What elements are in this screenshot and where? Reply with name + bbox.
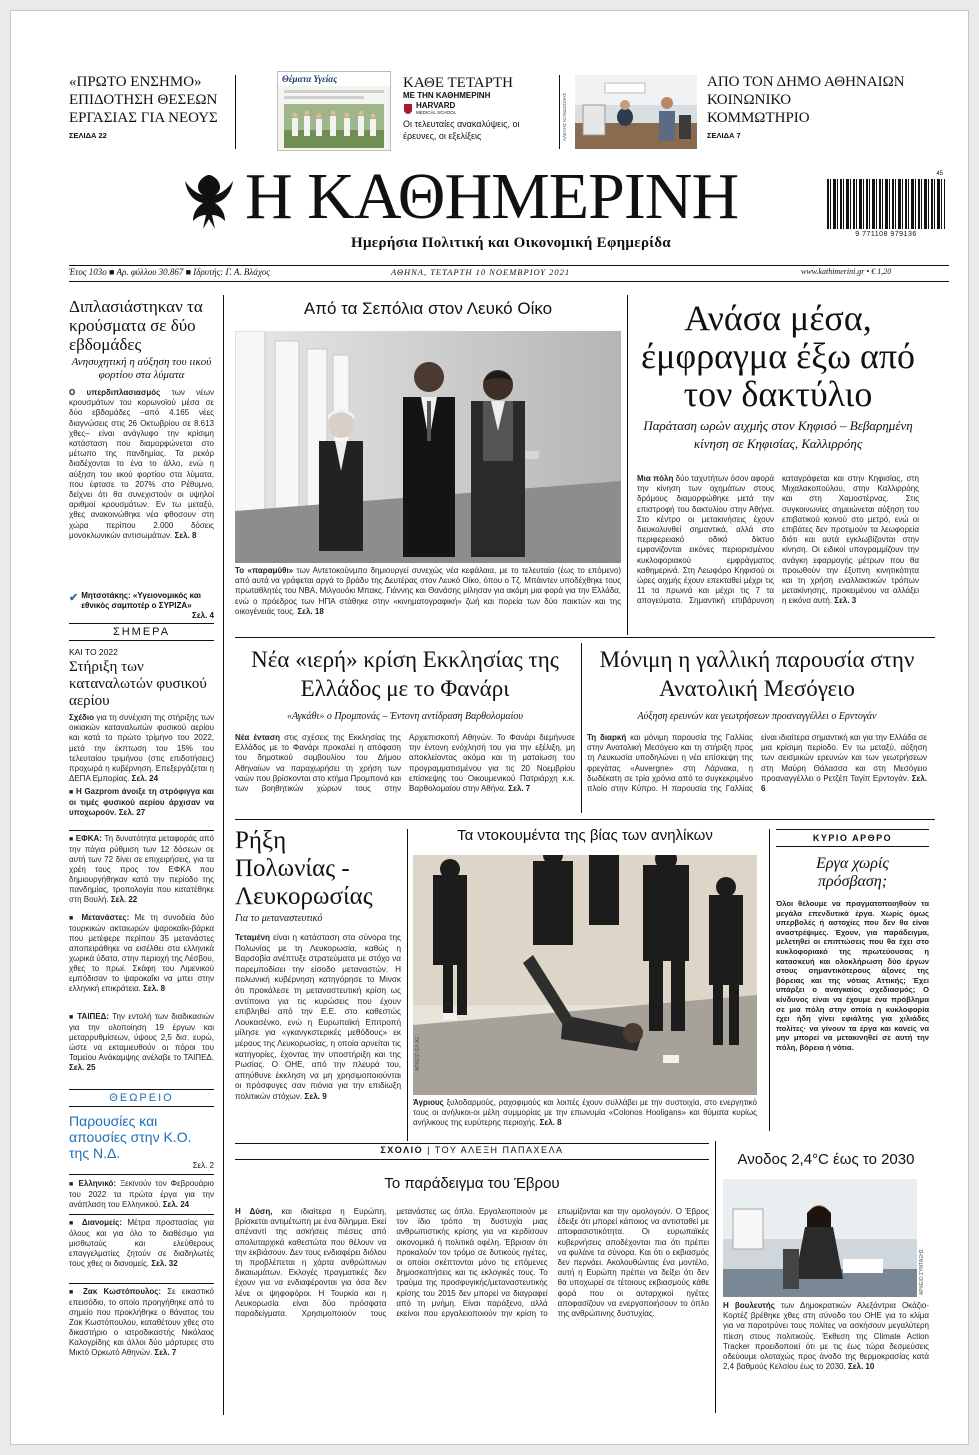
feature-caption-text: των Αντετοκούνμπο δημιουργεί συνεχώς νέα κεφάλαια, με το τελευταίο (έως το επόμενο) από αυτά να γράφεται αργά το βράδυ της Δευτέρας στον Λευκό Οίκο, όπου ο Τζ. Μπάιντεν υποδέχθηκε τους πρωταθλητές του NBA, Μιλγουόκι Μπακς. Γιάννης και Θανάσης μίλησαν για ακόμη μια φορά για την Ελλάδα, ενώ ο πρόεδρος των ΗΠΑ στάθηκε στην «κινηματογραφική» ζωή και πορεία των δύο παικτών και της οικογένειάς τους. (235, 566, 621, 616)
teaser-center-desc: Οι τελευταίες ανακαλύψεις, οι έρευνες, οι εξελίξεις (403, 119, 520, 141)
teaser-right-kicker: ΑΠΟ ΤΟΝ ΔΗΜΟ ΑΘΗΝΑΙΩΝ (707, 74, 905, 90)
editorial-box[interactable] (769, 829, 929, 1131)
violence-caption-lead: Άγριους (413, 1098, 444, 1107)
gas-article[interactable] (69, 647, 214, 821)
checkmark-icon: ✔ (69, 592, 79, 604)
poland-headline-line3: Λευκορωσίας (235, 883, 373, 910)
theorio-item-elliniko[interactable] (69, 1179, 214, 1211)
barcode-bars (827, 179, 945, 229)
poland-body (235, 933, 401, 1143)
divider (235, 1159, 709, 1160)
bullet-efka-page: Σελ. 22 (110, 895, 138, 904)
harvard-brand-sub: MEDICAL SCHOOL (416, 110, 457, 115)
teaser-center-line1: ΜΕ ΤΗΝ ΚΑΘΗΜΕΡΙΝΗ (403, 91, 491, 100)
climate-caption-page: Σελ. 10 (847, 1362, 875, 1372)
gas-kicker: ΚΑΙ ΤΟ 2022 (69, 647, 118, 657)
comment-lead-word: Η Δύση, (235, 1207, 273, 1216)
traffic-body (637, 474, 919, 626)
violence-photo[interactable] (413, 855, 757, 1095)
divider (69, 830, 214, 831)
hair-salon-photo[interactable] (575, 75, 697, 149)
theorio-headline[interactable]: Παρουσίες και απουσίες στην Κ.Ο. της Ν.Δ. (69, 1113, 192, 1161)
traffic-page: Σελ. 3 (834, 596, 857, 606)
france-subhead: Αύξηση ερευνών και γεωτρήσεων προαναγγέλλει ο Ερντογάν (637, 711, 877, 722)
divider (235, 637, 935, 638)
theorio-item-zak-label: Ζακ Κωστόπουλος: (83, 1287, 162, 1296)
poland-body-text: είναι η κατάσταση στα σύνορα της Πολωνίας με τη Λευκορωσία, καθώς η Βαρσοβία ανέπτυξε στρατεύματα με στόχο να παρεμποδίσει την είσοδο μεταναστών. Η πολωνική κυβέρνηση κατηγόρησε το Μινσκ ότι προκάλεσε τη μεταναστευτική κρίση ως αντίποινα για τις κυρώσεις που έχουν επιβληθεί από την Ε.Ε. στο καθεστώς Λουκασένκο, ενώ η Ευρωπαϊκή Επιτροπή μίλησε για «γκανγκστερικές μεθόδους» εκ μέρους της Λευκορωσίας, η οποία αρνείται τις κατηγορίες, έχοντας την υποστήριξη και της Ρωσίας. Ο ΟΗΕ, από την πλευρά του, απηύθυνε έκκληση να μη χρησιμοποιούνται οι πρόσφυγες σαν πιόνια για την επιδίωξη πολιτικών στόχων. (235, 933, 401, 1101)
comment-body (235, 1207, 709, 1403)
bullet-taiped-label: ΤΑΙΠΕΔ: (77, 1012, 110, 1021)
climate-caption (723, 1301, 929, 1391)
teaser-right-line1: ΚΟΙΝΩΝΙΚΟ (707, 92, 792, 108)
france-body-text: και μόνιμη παρουσία της Γαλλίας στην Ανατολική Μεσόγειο και τη στήριξη προς τη Λευκωσία υποδηλώνει η νέα επίσκεψη της φρεγάτας «Auvergne» στη Λάρνακα, η δωδέκατη σε τρία χρόνια από το συγκεκριμένο πλοίο στην Κύπρο. Η παρουσία της Γαλλίας είναι ιδιαίτερα σημαντική και για την Ελλάδα σε μια κρίσιμη περίοδο. Εν τω μεταξύ, αύξηση των σεισμικών ερευνών και των γεωτρήσεων στη Μαύρη Θάλασσα και στη Μεσόγειο προαναγγέλλει ο Ρετζέπ Ταγίπ Ερντογάν. (587, 733, 927, 794)
hair-salon-image (575, 75, 697, 149)
barcode-number: 9 771108 979136 (855, 231, 917, 238)
masthead-subtitle: Ημερήσια Πολιτική και Οικονομική Εφημερίδα (351, 235, 671, 251)
theorio-item-couriers-text: Μέτρα προστασίας για όλους και για όλο το διαθέσιμο για μισθωτούς και ελεύθερους επαγγελματίες ζητούν σε διαδηλωτές τους χθες οι διανομείς. (69, 1218, 214, 1268)
covid-check-page: Σελ. 4 (192, 611, 214, 620)
covid-subhead: Ανησυχητική η αύξηση του ιικού φορτίου στα λύματα (71, 356, 212, 381)
teaser-center-kicker: ΚΑΘΕ ΤΕΤΑΡΤΗ (403, 75, 513, 91)
teaser-center[interactable] (403, 75, 543, 142)
bullet-taiped[interactable] (69, 1012, 214, 1078)
covid-page: Σελ. 8 (174, 530, 197, 540)
teaser-left-line2: ΕΡΓΑΣΙΑΣ ΓΙΑ ΝΕΟΥΣ (69, 110, 218, 126)
gas-extra-page: Σελ. 27 (118, 808, 146, 817)
masthead-info-center: ΑΘΗΝΑ, ΤΕΤΑΡΤΗ 10 ΝΟΕΜΒΡΙΟΥ 2021 (391, 267, 571, 277)
bullet-migrants[interactable] (69, 913, 214, 1009)
theorio-item-couriers-label: Διανομείς: (81, 1218, 122, 1227)
traffic-subhead: Παράταση ωρών αιχμής στον Κηφισό – Βεβαρημένη κίνηση σε Κηφισίας, Καλλιρρόης (643, 418, 913, 451)
editorial-body: Όλοι θέλουμε να πραγματοποιηθούν τα μεγάλα επενδυτικά έργα. Χωρίς όμως υπερβολές ή αστοχίες που δεν θα είναι αναστρέψιμες. Έχουν, για παράδειγμα, μελετηθεί οι επιπτώσεις που θα έχει στο κυκλοφοριακό της πρωτεύουσας η κατασκευή και ολοκλήρωση δύο έργων στους σημαντικότερους άξονες της βόρειας και της νότιας Αττικής; Έχει υπάρξει ο αναγκαίος σχεδιασμός; Ο κίνδυνος είναι να έχουμε ένα πρόβλημα σε μια πόλη στην οποία η κυκλοφορία έχει ήδη γίνει εφιάλτης για χιλιάδες πολίτες· να γίνουν τα έργα και κανείς να μην μπορεί να μετακινηθεί σε αυτή την πόλη, βόρεια ή νότια. (776, 899, 929, 1052)
left-column (69, 297, 214, 620)
theorio-item-zak-text: Σε εικαστικό επεισόδιο, το οποίο προηγήθηκε από το σημείο που προκλήθηκε ο θάνατος του Ζακ Κωστόπουλου, καταθέτουν χθες στο δικαστήριο ο ιατροδικαστής Νικόλαος Καλογρίδης και άλλοι δύο μάρτυρες στο Μικτό Ορκωτό Αθηνών. (69, 1287, 214, 1357)
church-lead-word: Νέα ένταση (235, 733, 281, 742)
divider (223, 295, 224, 1415)
violence-caption (413, 1098, 757, 1130)
newspaper-front-page (10, 10, 969, 1445)
church-headline[interactable]: Νέα «ιερή» κρίση Εκκλησίας της Ελλάδος με το Φανάρι (251, 647, 559, 701)
church-body (235, 733, 575, 809)
theorio-item-elliniko-page: Σελ. 24 (162, 1200, 190, 1209)
feature-caption-lead: Το «παραμύθι» (235, 566, 294, 575)
editorial-label: ΚΥΡΙΟ ΑΡΘΡΟ (776, 829, 929, 847)
comment-headline[interactable]: Το παράδειγμα του Έβρου (384, 1175, 560, 1192)
gas-body-text: για τη συνέχιση της στήριξης των οικιακών καταναλωτών φυσικού αερίου και κατά το πρώτο τρίμηνο του 2022, μετά την έκπτωση του 15% του τελευταίου τριμήνου (στις επιδοτήσεις) προχωρά η κυβέρνηση. Επεξεργάζεται η ΔΕΠΑ Εμπορίας. (69, 713, 214, 784)
teaser-right-line2: ΚΟΜΜΩΤΗΡΙΟ (707, 110, 810, 126)
bullet-taiped-page: Σελ. 25 (69, 1063, 96, 1072)
divider (559, 75, 560, 149)
griffin-logo-icon (175, 171, 241, 233)
harvard-brand: HARVARD (416, 101, 456, 110)
bullet-efka[interactable] (69, 834, 214, 910)
teaser-left-line1: ΕΠΙΔΟΤΗΣΗ ΘΕΣΕΩΝ (69, 92, 218, 108)
poland-headline-line2: Πολωνίας - (235, 855, 350, 882)
gas-lead-word: Σχέδιο (69, 713, 94, 722)
bullets-list (69, 834, 214, 1086)
france-body (587, 733, 927, 809)
teaser-left-kicker: «ΠΡΩΤΟ ΕΝΣΗΜΟ» (69, 74, 202, 90)
theorio-column (69, 1113, 214, 1413)
theorio-item-couriers[interactable] (69, 1218, 214, 1280)
white-house-photo[interactable] (235, 331, 621, 563)
divider (235, 1143, 709, 1144)
covid-check-label[interactable]: Μητσοτάκης: «Υγειονομικός και εθνικός σαμποτέρ ο ΣΥΡΙΖΑ» (81, 591, 201, 610)
climate-photo[interactable] (723, 1179, 917, 1297)
comment-body-text: και ιδιαίτερα η Ευρώπη, βρίσκεται αντιμέτωπη με ένα δίλημμα. Εκεί απέναντί της ασκήσεις πιέσεις από απολυταρχικά καθεστώτα που θέλουν να την εκβιάσουν. Δεν τους ενδιαφέρει διόλου τη προβλέπεται η χάρτα ανθρώπινων δικαιωμάτων. Εκλογές πραγματικές δεν έχουν για να ενδιαφέρονται για όσα δεν λένε οι ψηφοφόροι. Η Τουρκία και η Λευκορωσία είναι δύο πρόσφατα παραδείγματα. Χρησιμοποιούν τους μετανάστες ως όπλο. Εργαλειοποιούν με τον ίδιο τρόπο τη δυστυχία μιας ανθρωπιστικής κρίσης για να κερδίσουν οικονομικά ή πολιτικά οφέλη. Έβρισαν ότι προκαλούν τον τρόμο σε δυτικούς ηγέτες, οι οποίοι σκέπτονται μόνο τις επόμενες δημοσκοπήσεις και τις εκλογικές τους. Το τραύμα της προσφυγικής/μεταναστευτικής κρίσης του 2015 δεν μπορεί να διαγραφεί από τη μνήμη. Είναι παράξενο, αλλά εκείνοι που εργαλειοποιούν την κρίση το επωμίζονται και την ομολογούν. Ο Έβρος έδειξε ότι μπορεί κάποιος να αντισταθεί με αποφασιστικότητα. Οι ευρωπαϊκές κυβερνήσεις αποδέχονται πια ότι πρέπει να φυλάνε τα σύνορα. Και ότι ο εκβιασμός δεν περνάει. Ακολουθώντας ένα μοντέλο, αυτή η Ευρώπη πρέπει να δείξει ότι δεν θα υποχωρεί σε τέτοιους εκβιασμούς κάθε φορά που οι αυταρχικοί ηγέτες αποφασίζουν να ενεργοποιήσουν το όπλο της ανθρώπινης δυστυχίας. (235, 1207, 709, 1319)
bullet-efka-label: ΕΦΚΑ: (75, 834, 102, 843)
climate-headline[interactable]: Ανοδος 2,4°C έως το 2030 (737, 1151, 915, 1168)
church-page: Σελ. 7 (508, 784, 531, 794)
divider (627, 295, 628, 635)
divider (407, 829, 408, 1141)
hair-salon-photo-credit: ΑΛΕΞΗΣ ΚΟΝΔΟΣΙΛΗΣ (562, 92, 567, 141)
magazine-cover-photo (284, 104, 384, 148)
theorio-item-zak-page: Σελ. 7 (154, 1348, 177, 1357)
bullet-taiped-text: Την εντολή των διαδικασιών για την υλοποίηση 19 έργων και μεταρρυθμίσεων, ύψους 2,5 δισ. ευρώ, ώστε να εκταμιευθούν οι πόροι του Ταμείου Ανάκαμψης ανέλαβε το ΤΑΙΠΕΔ. (69, 1012, 214, 1062)
poland-subhead: Για το μεταναστευτικό (235, 913, 323, 924)
gas-body (69, 713, 214, 785)
barcode (827, 171, 945, 241)
violence-caption-page: Σελ. 8 (539, 1118, 562, 1128)
divider (581, 643, 582, 813)
covid-headline[interactable]: Διπλασιάστηκαν τα κρούσματα σε δύο εβδομάδες (69, 297, 203, 354)
masthead-info-left: Έτος 103ο ■ Αρ. φύλλου 30.867 ■ Ιδρυτής: Γ. Α. Βλάχος (69, 267, 270, 277)
france-headline[interactable]: Μόνιμη η γαλλική παρουσία στην Ανατολική Μεσόγειο (599, 647, 915, 701)
divider (69, 1283, 214, 1284)
bullet-migrants-page: Σελ. 8 (143, 984, 166, 993)
theorio-item-couriers-page: Σελ. 32 (151, 1259, 178, 1268)
gas-page: Σελ. 24 (131, 774, 159, 784)
violence-image (413, 855, 757, 1095)
comment-label-row: ΣΧΟΛΙΟ | ΤΟΥ ΑΛΕΞΗ ΠΑΠΑΧΕΛΑ (380, 1145, 564, 1155)
traffic-lead-word: Μια πόλη (637, 474, 674, 483)
white-house-image (235, 331, 621, 563)
magazine-cover-title: Θέματα Υγείας (282, 74, 338, 84)
france-page: Σελ. 6 (761, 773, 927, 794)
bullet-migrants-label: Μετανάστες: (81, 913, 130, 922)
poland-page: Σελ. 9 (304, 1091, 327, 1101)
climate-image (723, 1179, 917, 1297)
barcode-top-label: 45 (936, 171, 943, 177)
poland-headline[interactable] (235, 827, 401, 911)
magazine-cover-thumbnail[interactable] (277, 71, 391, 151)
violence-headline[interactable]: Τα ντοκουμέντα της βίας των ανηλίκων (457, 827, 713, 844)
bullet-migrants-text: Με τη συνοδεία δύο τουρκικών ακταιωρών ψαροκαΐκι-βάρκα που μετέφερε περίπου 35 μετανάστες αποπειράθηκε να εισέλθει στα ελληνικά χωρικά ύδατα, στην περιοχή της Λέσβου, χθες το πρωί. Σκάφη του Λιμενικού εμπόδισαν το ψαροκαΐκι να μπει στην ελληνική επικράτεια. (69, 913, 214, 993)
editorial-headline: Εργα χωρίς πρόσβαση; (816, 855, 889, 890)
theorio-item-zak[interactable] (69, 1287, 214, 1389)
feature-caption-page: Σελ. 18 (297, 606, 324, 616)
comment-label: ΣΧΟΛΙΟ (380, 1145, 424, 1155)
france-lead-word: Τη διαρκή (587, 733, 627, 742)
gas-extra-text: Η Gazprom άνοιξε τη στρόφιγγα και οι τιμές φυσικού αερίου άρχισαν να υποχωρούν. (69, 787, 214, 817)
theorio-page: Σελ. 2 (192, 1161, 214, 1170)
comment-author: ΤΟΥ ΑΛΕΞΗ ΠΑΠΑΧΕΛΑ (434, 1145, 564, 1155)
harvard-shield-icon (403, 103, 413, 115)
climate-photo-credit: ΑΡΧΕΙΟ ΣΥΝΤΑΞΗΣ (919, 1248, 925, 1295)
church-subhead: «Αγκάθι» ο Προμπονάς – Έντονη αντίδραση Βαρθολομαίου (286, 711, 523, 722)
poland-lead-word: Τεταμένη (235, 933, 270, 942)
climate-caption-text: των Δημοκρατικών Αλεξάντρια Οκάζιο-Κορτέζ βρέθηκε χθες στη σύνοδο του ΟΗΕ για το κλίμα για να παροτρύνει τους πολίτες να ασκήσουν μεγαλύτερη πίεση στους πολιτικούς. Έκθεση της Climate Action Tracker προειδοποιεί ότι με τις έως τώρα δεσμεύσεις οδεύουμε ολοταχώς προς άνοδο της θερμοκρασίας κατά 2,4 βαθμούς Κελσίου έως το 2030. (723, 1301, 929, 1372)
church-body-text: στις σχέσεις της Εκκλησίας της Ελλάδος με το Φανάρι προκαλεί η απόφαση του δημοτικού συμβουλίου του Δήμου Αθηναίων να παραχωρήσει τη χρήση των ναών που βρίσκονται στο κτήμα Προμπονά και των βοηθητικών χώρων τους στην Αρχιεπισκοπή Αθηνών. Το Φανάρι διεμήνυσε την έντονη ενόχλησή του για την εξέλιξη, μη αποκλείοντας ακόμα και τη ματαίωση του προγραμματισμένου για τις 20 Νοεμβρίου επίσκεψης του Οικουμενικού Πατριάρχη κ.κ. Βαρθολομαίου στην Αθήνα. (235, 733, 575, 794)
theorio-item-elliniko-label: Ελληνικό: (78, 1179, 117, 1188)
teaser-right-page: ΣΕΛΙΔΑ 7 (707, 131, 741, 140)
feature-photo-headline[interactable]: Από τα Σεπόλια στον Λευκό Οίκο (303, 299, 553, 318)
violence-caption-text: ξυλοδαρμούς, ραχοφιμούς και λοιπές έχουν συλλάβει με την συστοιχία, στο ενεργητικό τους οι ανήλικοι-οι μέλη συμμορίας με την επωνυμία «Colonos Hooligans» και θύματα κυρίως ανήλικους της ευρύτερης περιοχής. (413, 1098, 757, 1128)
covid-lead-word: Ο υπερδιπλασιασμός (69, 388, 161, 397)
today-section-label: ΣΗΜΕΡΑ (69, 623, 214, 641)
divider (235, 75, 236, 149)
teaser-left[interactable] (69, 73, 229, 140)
gas-headline: Στήριξη των καταναλωτών φυσικού αερίου (69, 659, 207, 709)
poland-headline-line1: Ρήξη (235, 827, 287, 854)
covid-body (69, 388, 214, 588)
masthead-info-right: www.kathimerini.gr • € 1,20 (801, 267, 892, 276)
teaser-right[interactable] (707, 73, 947, 140)
covid-body-text: των νέων κρουσμάτων του κορωνοϊού μέσα σε δύο εβδομάδες –από 4.165 νέες διαγνώσεις στις 26 Οκτωβρίου σε 8.613 χθες– είναι ανάγλυφο την κρίσιμη κατάσταση που διαμορφώνεται στο μέτωπο της πανδημίας. Τα ρεκόρ διαδέχονται το ένα το άλλο, ενώ η αύξηση του ιικού φορτίου στα λύματα, που έφτασε το 207% στο Ρέθυμνο, δείχνει ότι θα συνεχιστούν οι υψηλοί αριθμοί κρουσμάτων. Εν τω μεταξύ, χθες ανακοινώθηκε νέα φθοσουν στη χώρα περίπου 2.000 δόσεις μονοκλωνικών αντισωμάτων. (69, 388, 214, 540)
divider (69, 265, 949, 266)
masthead-title: Η ΚΑΘΗΜΕΡΙΝΗ (245, 160, 739, 233)
bullet-efka-text: Τη δυνατότητα μεταφοράς από την πάγια ρύθμιση των 12 δόσεων σε αυτή των 72 δίνει σε επιχειρήσεις, για τα χρέη τους προς τον ΕΦΚΑ που δημιουργήθηκαν κατά την περίοδο της πανδημίας, τροπολογία που κατατέθηκε στη Βουλή. (69, 834, 214, 904)
divider (235, 819, 935, 820)
feature-photo-caption (235, 566, 621, 618)
climate-caption-lead: Η βουλευτής (723, 1301, 775, 1310)
divider (715, 1141, 716, 1413)
traffic-body-text: δύο ταχυτήτων όσον αφορά την κίνηση των οχημάτων στους δρόμους διαμορφώθηκε μετά την επιστροφή του δακτυλίου στην Αθήνα. Στο κέντρο οι μετακινήσεις έχουν διευκολυνθεί σημαντικά, αλλά στο περιφερειακό οδικό δίκτυο εμφανίζονται εικόνες περιορισμένου κυκλοφοριακού εμφράγματος καθημερινά. Στη Λεωφόρο Κηφισού οι ώρες αιχμής έχουν επεκταθεί μέχρι τις 11 τα πρωινά και μέχρι τις 7 τα απογεύματα. Σημαντική επιβάρυνση καταγράφεται και στην Κηφισίας, στη Μιχαλακοπούλου, στην Καλλιρρόης και στη Χαμοστέρνας. Στις συγκοινωνίες σημειώνεται αύξηση του επιβατικού κοινού στο μετρό, ενώ οι επιβάτες δεν προτιμούν τα λεωφορεία διότι και αυτά εγκλωβίζονται στην κίνηση. Οι ειδικοί υπογραμμίζουν την ανάγκη εφαρμογής μέτρων που θα προωθούν την έξυπνη κινητικότητα και τη χρήση εναλλακτικών τρόπων μετακίνησης, προκειμένου να αλλάξει η εικόνα αυτή. (637, 474, 919, 606)
theorio-item-elliniko-text: Ξεκινούν τον Φεβρουάριο του 2022 τα πρώτα έργα για την ανάπλαση του Ελληνικού. (69, 1179, 214, 1209)
divider (69, 281, 949, 282)
violence-photo-credit: ΑΡΧΕΙΟ ΕΛ.ΑΣ. (415, 1035, 421, 1071)
teaser-left-page: ΣΕΛΙΔΑ 22 (69, 131, 107, 140)
traffic-headline[interactable]: Ανάσα μέσα, έμφραγμα έξω από τον δακτύλιο (641, 298, 915, 414)
divider (69, 1214, 214, 1215)
gas-extra (69, 787, 214, 818)
divider (69, 1174, 214, 1175)
theorio-section-label: ΘΕΩΡΕΙΟ (69, 1089, 214, 1107)
